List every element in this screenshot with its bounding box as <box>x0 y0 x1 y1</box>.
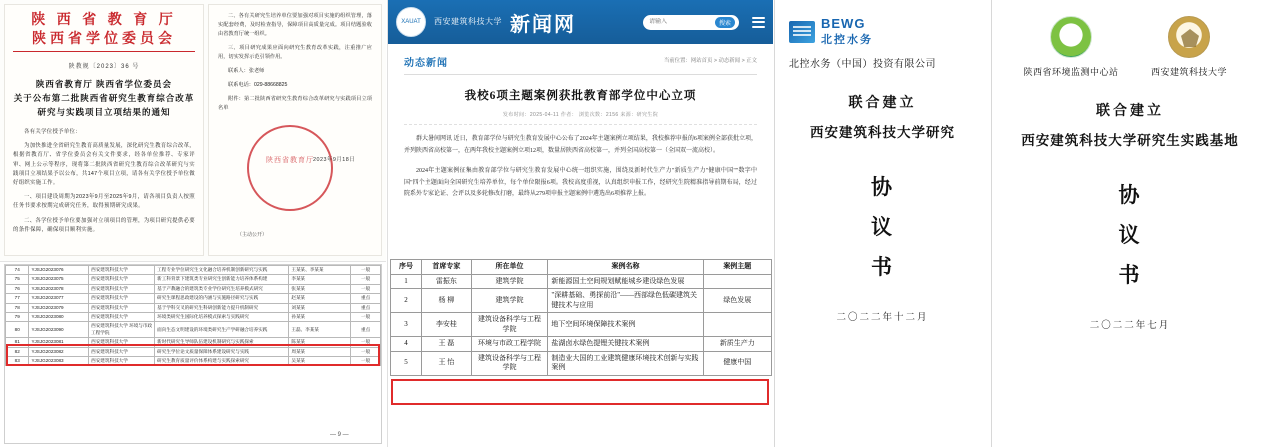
table-cell: YJSJG2023075 <box>29 275 89 284</box>
table-cell: 刘某某 <box>289 303 351 312</box>
highlight-box-case-row <box>391 379 769 405</box>
table-cell: 5 <box>391 351 422 375</box>
table-cell: 新时代研究生导师队伍建设机制研究与实践探索 <box>155 338 289 347</box>
table-cell: YJSJG2023078 <box>29 284 89 293</box>
table-cell: 地下空间环境保障技术案例 <box>548 313 703 337</box>
table-cell: YJSJG2023090 <box>29 322 89 338</box>
table-cell: 基于产教融合的建筑类专业学位研究生培养模式研究 <box>155 284 289 293</box>
seal-text: 陕西省教育厅 <box>266 156 314 164</box>
site-title: 新闻网 <box>510 13 576 36</box>
partner-name: 陕西省环境监测中心站 <box>1023 67 1119 77</box>
case-table <box>388 259 774 447</box>
table-cell: 新质生产力 <box>703 337 771 352</box>
table-row <box>6 275 381 284</box>
table-row <box>6 303 381 312</box>
table-cell: 绿色发展 <box>703 289 771 313</box>
table-cell: 张某某 <box>289 284 351 293</box>
table-cell: 面向生态文明建设的环境类研究生产学研融合培养实践 <box>155 322 289 338</box>
table-row <box>6 357 381 366</box>
search-input[interactable] <box>647 18 712 26</box>
table-cell: 王某某、李某某 <box>289 266 351 275</box>
table-row <box>6 284 381 293</box>
table-cell: 周某某 <box>289 347 351 356</box>
table-cell: 建筑设备科学与工程学院 <box>471 351 548 375</box>
agreement-title-char: 议 <box>871 215 894 239</box>
table-cell: YJSJG2023076 <box>29 266 89 275</box>
table-row <box>6 266 381 275</box>
table-cell: 研究生教育质量评价体系构建与实践探索研究 <box>155 357 289 366</box>
table-cell: 新能源国土空间规划赋能城乡建设绿色发展 <box>548 274 703 289</box>
company-name: 北控水务（中国）投资有限公司 <box>789 59 936 70</box>
table-cell: 83 <box>6 357 29 366</box>
seal-note: （主动公开） <box>237 232 268 238</box>
news-paragraph: 群大暑间网讯 近日，教育部学位与研究生教育发展中心公布了2024年主题案例立项结果，我校推荐申报的6项案例全部获批立项，并列陕西省高校第一，在两年我校主题案例立项12项，数量居陕西省高校第一，并列全国高校第一（全国双一流高校）。 <box>404 136 757 154</box>
joint-establish-label: 联合建立 <box>848 96 917 111</box>
table-row <box>391 337 772 352</box>
document-number: 陕教规〔2023〕36 号 <box>68 64 140 70</box>
table-cell: 76 <box>6 284 29 293</box>
table-cell: 基于学科交叉的研究生科研创新能力提升机制研究 <box>155 303 289 312</box>
document-contact-name: 联系人：张老师 <box>228 68 265 74</box>
panel-news-website <box>387 0 773 447</box>
appendix-page-number: — 9 — <box>330 432 349 438</box>
table-cell: 2 <box>391 289 422 313</box>
university-emblem-icon: XAUAT <box>396 7 426 37</box>
table-cell: 一般 <box>351 313 381 322</box>
bewg-mark-icon <box>789 21 815 43</box>
document-title-line-1: 陕西省教育厅 陕西省学位委员会 <box>35 79 173 89</box>
table-cell: 西安建筑科技大学 <box>89 338 155 347</box>
table-cell: 3 <box>391 313 422 337</box>
green-monitoring-emblem-icon <box>1050 16 1092 58</box>
column-header-theme: 案例主题 <box>703 260 771 275</box>
letterhead-line-2: 陕西省学位委员会 <box>13 30 195 52</box>
site-logo-text: 西安建筑科技大学 <box>434 17 502 26</box>
document-title-line-3: 研究与实践项目立项结果的通知 <box>37 107 171 117</box>
partner-logo-item <box>1134 16 1244 78</box>
table-cell: 西安建筑科技大学 <box>89 284 155 293</box>
breadcrumb: 当前位置：网站首页 > 动态新闻 > 正文 <box>663 58 757 64</box>
divider <box>404 74 757 75</box>
table-cell <box>703 274 771 289</box>
news-headline: 我校6项主题案例获批教育部学位中心立项 <box>464 90 697 102</box>
news-category: 动态新闻 <box>404 58 448 69</box>
table-header-row <box>391 260 772 275</box>
table-cell: 研究生学位论文质量保障体系建设研究与实践 <box>155 347 289 356</box>
table-cell: YJSJG2023082 <box>29 347 89 356</box>
table-cell: 李某某 <box>289 275 351 284</box>
bewg-logo-cn: 北控水务 <box>821 34 873 46</box>
partner-name: 西安建筑科技大学 <box>1150 67 1227 77</box>
official-seal <box>247 125 339 217</box>
table-cell: 王 怡 <box>422 351 472 375</box>
document-body <box>13 128 195 235</box>
table-cell: 81 <box>6 338 29 347</box>
table-cell: YJSJG2023079 <box>29 303 89 312</box>
table-cell: 建筑学院 <box>471 274 548 289</box>
agreement-title-char: 协 <box>1118 183 1142 207</box>
table-cell: 工程专业学位研究生文化融合培养机制创新研究与实践 <box>155 266 289 275</box>
agreement-title-char: 书 <box>871 255 894 279</box>
document-page-top <box>0 0 386 262</box>
table-cell <box>703 313 771 337</box>
table-row <box>6 347 381 356</box>
document-page-left <box>4 4 204 256</box>
table-cell: 重点 <box>351 294 381 303</box>
bewg-logo <box>789 16 976 47</box>
table-cell: 西安建筑科技大学 <box>89 294 155 303</box>
table-cell: 4 <box>391 337 422 352</box>
panel-agreement-monitoring <box>991 0 1268 447</box>
table-cell: 研究生课程思政建设的内涵与实施路径研究与实践 <box>155 294 289 303</box>
table-cell: 77 <box>6 294 29 303</box>
table-row <box>391 289 772 313</box>
table-cell: 健康中国 <box>703 351 771 375</box>
table-cell: 制造业大国的工业建筑健康环境技术创新与实践案例 <box>548 351 703 375</box>
table-cell: 盐湖卤水绿色提锂关键技术案例 <box>548 337 703 352</box>
institution-name: 西安建筑科技大学研究生实践基地 <box>1021 133 1239 148</box>
table-cell: YJSJG2023081 <box>29 338 89 347</box>
document-paragraph: 一、项目建设周期为2023年9月至2025年9月，请各项目负责人按照任务书要求按期完成研究任务，取得预期研究成果。 <box>13 194 195 210</box>
seal-circle-icon <box>247 125 333 211</box>
search-box[interactable] <box>643 15 739 30</box>
agreement-title <box>1006 175 1254 295</box>
table-row <box>6 338 381 347</box>
table-cell: 重点 <box>351 303 381 312</box>
table-cell: 西安建筑科技大学 <box>89 357 155 366</box>
table-cell: 杨 柳 <box>422 289 472 313</box>
news-paragraph: 2024年主题案例征集由教育部学位与研究生教育发展中心统一组织实施，围绕及新时代生产力"新质生产力"健康中国""数字中国"四个主题面向全国研究生培养单位，每个单位限报6项。我校高度重视，认真组织申报工作，经研究生院精准指导前期布局，经过院系外专家论证、会评以及多轮修改打磨，最终从279项申报主题案例中遴选出6项推荐上报。 <box>404 168 757 197</box>
table-cell: "深耕基础、勇探前沿"——西部绿色低碳建筑关键技术与应用 <box>548 289 703 313</box>
table-cell: 一般 <box>351 284 381 293</box>
table-cell: YJSJG2023083 <box>29 357 89 366</box>
table-row <box>6 294 381 303</box>
bewg-logo-en: BEWG <box>821 16 866 31</box>
table-cell: 赵某某 <box>289 294 351 303</box>
panel-official-document <box>0 0 386 447</box>
table-cell: 新工科背景下建筑类专业研究生创新能力培养体系构建 <box>155 275 289 284</box>
agreement-title-char: 书 <box>1118 263 1142 287</box>
table-cell: 重点 <box>351 322 381 338</box>
column-header-expert: 首席专家 <box>422 260 472 275</box>
table-cell: 陈某某 <box>289 338 351 347</box>
table-cell: 环境类研究生国际化培养模式探索与实践研究 <box>155 313 289 322</box>
agreement-title-char: 议 <box>1118 223 1142 247</box>
table-cell: 西安建筑科技大学 环境与市政工程学院 <box>89 322 155 338</box>
table-cell: YJSJG2023077 <box>29 294 89 303</box>
appendix-table <box>4 264 382 444</box>
table-cell: 一般 <box>351 266 381 275</box>
document-page-right <box>208 4 382 256</box>
table-cell: 西安建筑科技大学 <box>89 303 155 312</box>
table-cell: 李安桂 <box>422 313 472 337</box>
table-cell: 王 磊 <box>422 337 472 352</box>
table-cell: 西安建筑科技大学 <box>89 266 155 275</box>
column-header-index: 序号 <box>391 260 422 275</box>
column-header-unit: 所在单位 <box>471 260 548 275</box>
agreement-date: 二〇二二年十二月 <box>836 313 929 323</box>
table-cell: 一般 <box>351 275 381 284</box>
appendix-table-element <box>5 265 381 366</box>
table-cell: 环境与市政工程学院 <box>471 337 548 352</box>
table-cell: 建筑设备科学与工程学院 <box>471 313 548 337</box>
table-cell: 一般 <box>351 338 381 347</box>
university-emblem-icon <box>1168 16 1210 58</box>
document-paragraph: 二、各有关研究生培养单位要加强对项目实施的组织管理，落实配套经费，及时检查指导，保障项目高质量完成。项目结题验收由省教育厅统一组织。 <box>218 13 372 37</box>
table-cell: 75 <box>6 275 29 284</box>
document-letterhead <box>13 11 195 52</box>
table-cell: 建筑学院 <box>471 289 548 313</box>
table-cell: 1 <box>391 274 422 289</box>
table-row <box>6 322 381 338</box>
agreement-title-char: 协 <box>871 175 894 199</box>
table-cell: 80 <box>6 322 29 338</box>
partner-logo-item <box>1016 16 1126 78</box>
institution-name: 西安建筑科技大学研究 <box>810 125 955 140</box>
table-row <box>391 351 772 375</box>
news-article <box>388 44 773 259</box>
table-cell: 79 <box>6 313 29 322</box>
case-table-element <box>390 259 772 376</box>
table-cell: 一般 <box>351 347 381 356</box>
document-attachment: 附件：第二批陕西省研究生教育综合改革研究与实践项目立项名单 <box>218 96 372 111</box>
table-cell: 雷振东 <box>422 274 472 289</box>
table-cell: 西安建筑科技大学 <box>89 275 155 284</box>
table-cell: 78 <box>6 303 29 312</box>
table-cell: 一般 <box>351 357 381 366</box>
document-paragraph: 各有关学位授予单位： <box>24 129 81 135</box>
document-paragraph: 三、项目研究成果应面向研究生教育改革实践，注重推广应用，切实发挥示范引领作用。 <box>218 45 372 60</box>
joint-establish-label: 联合建立 <box>1096 104 1164 119</box>
site-header <box>388 0 773 44</box>
table-cell: 西安建筑科技大学 <box>89 347 155 356</box>
table-row <box>391 313 772 337</box>
document-title-line-2: 关于公布第二批陕西省研究生教育综合改革 <box>13 93 195 103</box>
partner-logos <box>1006 16 1254 78</box>
document-contact-phone: 联系电话：029-88668825 <box>228 82 288 88</box>
column-header-case-name: 案例名称 <box>548 260 703 275</box>
table-cell: 西安建筑科技大学 <box>89 313 155 322</box>
letterhead-line-1: 陕 西 省 教 育 厅 <box>31 13 177 28</box>
seal-date: 2023年9月18日 <box>313 157 356 163</box>
panel-agreement-bewg <box>774 0 990 447</box>
table-cell: 王磊、李某某 <box>289 322 351 338</box>
table-cell: 孙某某 <box>289 313 351 322</box>
search-button[interactable]: 搜索 <box>715 17 735 28</box>
table-cell: 82 <box>6 347 29 356</box>
document-paragraph: 二、各学位授予单位要加强对立项项目的管理，为项目研究提供必要的条件保障，确保项目顺利实施。 <box>13 217 195 233</box>
table-cell: 74 <box>6 266 29 275</box>
divider <box>404 124 757 125</box>
agreement-title <box>789 167 976 287</box>
news-meta: 发布时间：2025-04-11 作者： 浏览次数：2156 来源：研究生院 <box>502 112 659 118</box>
agreement-date: 二〇二二年七月 <box>1089 321 1171 331</box>
document-paragraph: 为加快推进全省研究生教育高质量发展，深化研究生教育综合改革，根据省教育厅、省学位委员会有关文件要求，经各单位推荐、专家评审、网上公示等程序，现将第二批陕西省研究生教育综合改革研究与实践项目立项结果予以公布，共147个项目立项，请各有关学位授予单位做好组织实施工作。 <box>13 143 195 187</box>
document-title <box>13 77 195 119</box>
table-cell: 吴某某 <box>289 357 351 366</box>
table-row <box>391 274 772 289</box>
table-row <box>6 313 381 322</box>
hamburger-icon[interactable] <box>752 17 765 28</box>
table-cell: YJSJG2023080 <box>29 313 89 322</box>
